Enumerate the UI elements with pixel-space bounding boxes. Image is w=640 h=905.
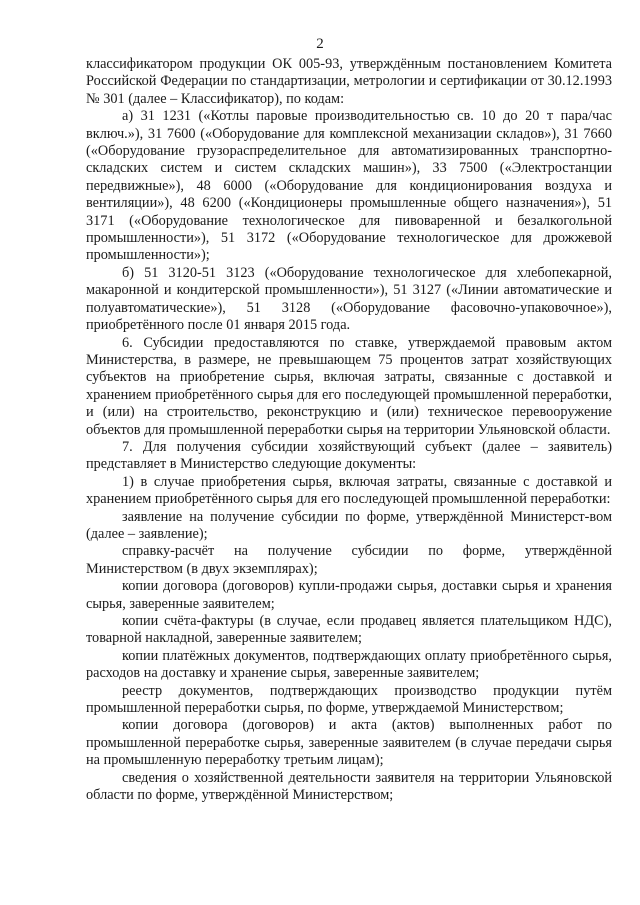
- paragraph: реестр документов, подтверждающих производство продукции путём промышленной переработки сырья, по форме, утверждаемой Министерством;: [86, 682, 612, 717]
- paragraph: б) 51 3120-51 3123 («Оборудование технологическое для хлебопекарной, макаронной и кондитерской промышленности»), 51 3127 («Линии автоматические и полуавтоматические»), 51 3128 («Оборудование фасовочно-упаковочное»), приобретённого после 01 января 2015 года.: [86, 264, 612, 334]
- paragraph: 7. Для получения субсидии хозяйствующий субъект (далее – заявитель) представляет в Министерство следующие документы:: [86, 438, 612, 473]
- paragraph: копии платёжных документов, подтверждающих оплату приобретённого сырья, расходов на доставку и хранение сырья, заверенные заявителем;: [86, 647, 612, 682]
- paragraph: классификатором продукции ОК 005-93, утверждённым постановлением Комитета Российской Федерации по стандартизации, метрологии и сертификации от 30.12.1993 № 301 (далее – Классификатор), по кодам:: [86, 56, 612, 107]
- paragraph: копии договора (договоров) и акта (актов) выполненных работ по промышленной переработке сырья, заверенные заявителем (в случае передачи сырья на промышленную переработку третьим лицам);: [86, 717, 612, 769]
- paragraph: справку-расчёт на получение субсидии по форме, утверждённой Министерством (в двух экземплярах);: [86, 543, 612, 577]
- paragraph: сведения о хозяйственной деятельности заявителя на территории Ульяновской области по форме, утверждённой Министерством;: [86, 769, 612, 804]
- document-body: [86, 56, 612, 804]
- paragraph: а) 31 1231 («Котлы паровые производительностью св. 10 до 20 т пара/час включ.»), 31 7600 («Оборудование для комплексной механизации складов»), 31 7660 («Оборудование грузораспределительное для автоматизированных транспортно-складских систем и систем складских машин»), 33 7500 («Электростанции передвижные»), 48 6000 («Оборудование для кондиционирования воздуха и вентиляции»), 48 6200 («Кондиционеры промышленные общего назначения»), 51 3171 («Оборудование технологическое для пивоваренной и безалкогольной промышленности»), 51 3172 («Оборудование технологическое для дрожжевой промышленности»);: [86, 108, 612, 264]
- paragraph: заявление на получение субсидии по форме, утверждённой Министерст-вом (далее – заявление);: [86, 508, 612, 542]
- page-number: 2: [316, 36, 324, 52]
- paragraph: 6. Субсидии предоставляются по ставке, утверждаемой правовым актом Министерства, в размере, не превышающем 75 процентов затрат хозяйствующих субъектов на приобретение сырья, включая затраты, связанные с доставкой и хранением приобретённого сырья для его последующей промышленной переработки, и (или) на строительство, реконструкцию и (или) техническое перевооружение объектов для промышленной переработки сырья на территории Ульяновской области.: [86, 334, 612, 438]
- paragraph: 1) в случае приобретения сырья, включая затраты, связанные с доставкой и хранением приобретённого сырья для его последующей промышленной переработки:: [86, 473, 612, 508]
- paragraph: копии счёта-фактуры (в случае, если продавец является плательщиком НДС), товарной накладной, заверенные заявителем;: [86, 613, 612, 647]
- paragraph: копии договора (договоров) купли-продажи сырья, доставки сырья и хранения сырья, заверенные заявителем;: [86, 578, 612, 612]
